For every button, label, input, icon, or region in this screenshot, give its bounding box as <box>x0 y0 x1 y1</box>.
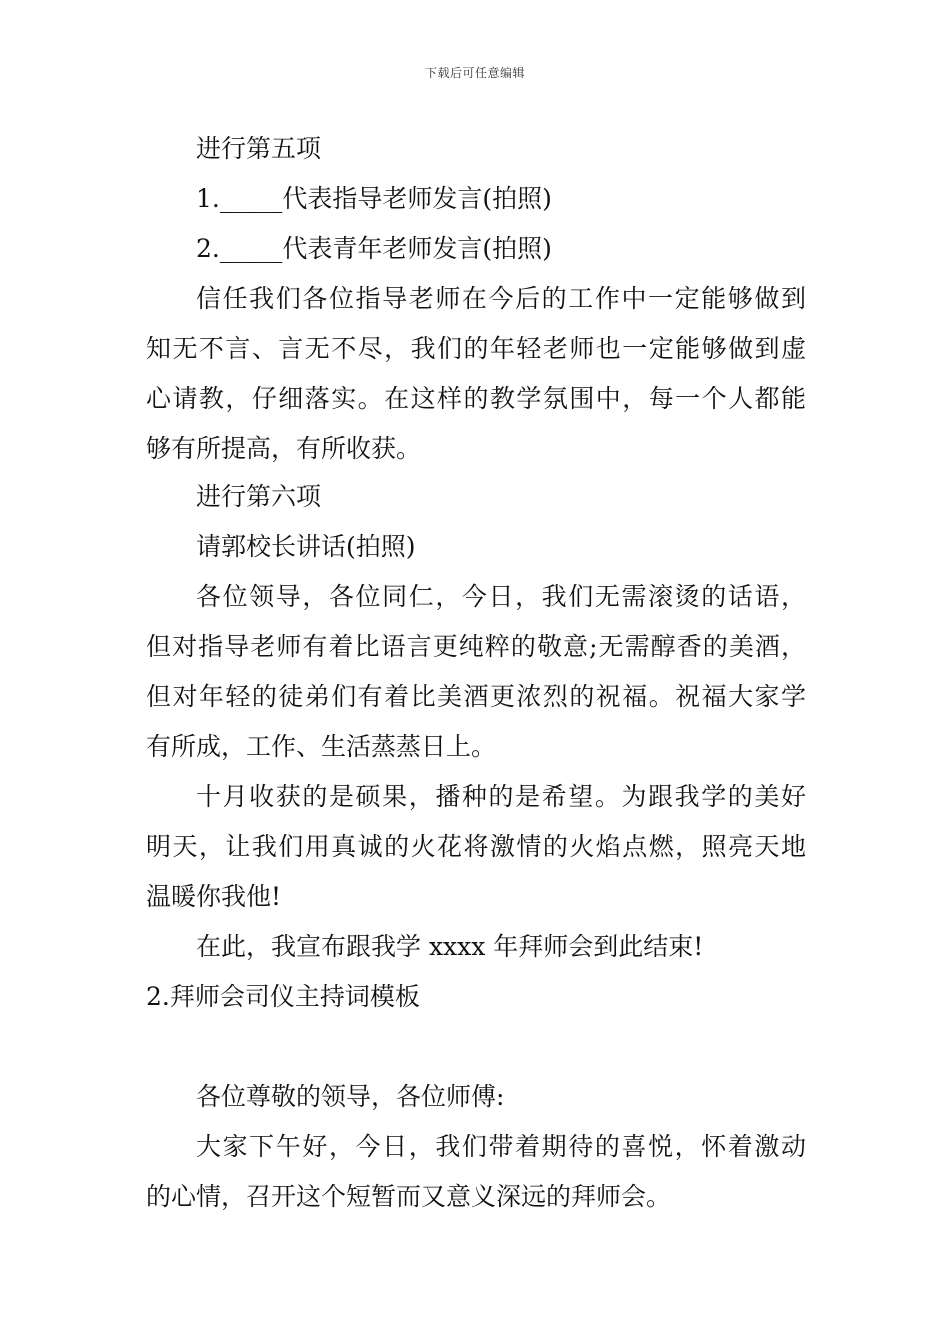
section-heading-five: 进行第五项 <box>196 134 322 163</box>
paragraph-line: 信任我们各位指导老师在今后的工作中一定能够做到 <box>196 284 806 313</box>
page-header: 下载后可任意编辑 <box>424 66 525 80</box>
paragraph-line: 但对指导老师有着比语言更纯粹的敬意;无需醇香的美酒， <box>146 632 806 661</box>
paragraph-line: 知无不言、言无不尽，我们的年轻老师也一定能够做到虚 <box>146 334 806 363</box>
paragraph-line: 大家下午好，今日，我们带着期待的喜悦，怀着激动 <box>196 1132 806 1161</box>
list-item: 1._____代表指导老师发言(拍照) <box>196 184 552 213</box>
paragraph-line: 的心情，召开这个短暂而又意义深远的拜师会。 <box>146 1182 672 1211</box>
list-item: 2._____代表青年老师发言(拍照) <box>196 234 552 263</box>
paragraph-line: 但对年轻的徒弟们有着比美酒更浓烈的祝福。祝福大家学 <box>146 682 806 711</box>
paragraph-line: 够有所提高，有所收获。 <box>146 434 422 463</box>
paragraph-line: 温暖你我他! <box>146 882 282 911</box>
paragraph-line: 心请教，仔细落实。在这样的教学氛围中，每一个人都能 <box>146 384 806 413</box>
paragraph-line: 各位领导，各位同仁，今日，我们无需滚烫的话语， <box>196 582 806 611</box>
salutation: 各位尊敬的领导，各位师傅: <box>196 1082 505 1111</box>
section-title: 2.拜师会司仪主持词模板 <box>146 982 420 1011</box>
list-item: 请郭校长讲话(拍照) <box>196 532 416 561</box>
paragraph-line: 明天，让我们用真诚的火花将激情的火焰点燃，照亮天地 <box>146 832 806 861</box>
section-heading-six: 进行第六项 <box>196 482 322 511</box>
paragraph-line: 十月收获的是硕果，播种的是希望。为跟我学的美好 <box>196 782 806 811</box>
paragraph-line: 在此，我宣布跟我学 xxxx 年拜师会到此结束! <box>196 932 704 961</box>
paragraph-line: 有所成，工作、生活蒸蒸日上。 <box>146 732 497 761</box>
